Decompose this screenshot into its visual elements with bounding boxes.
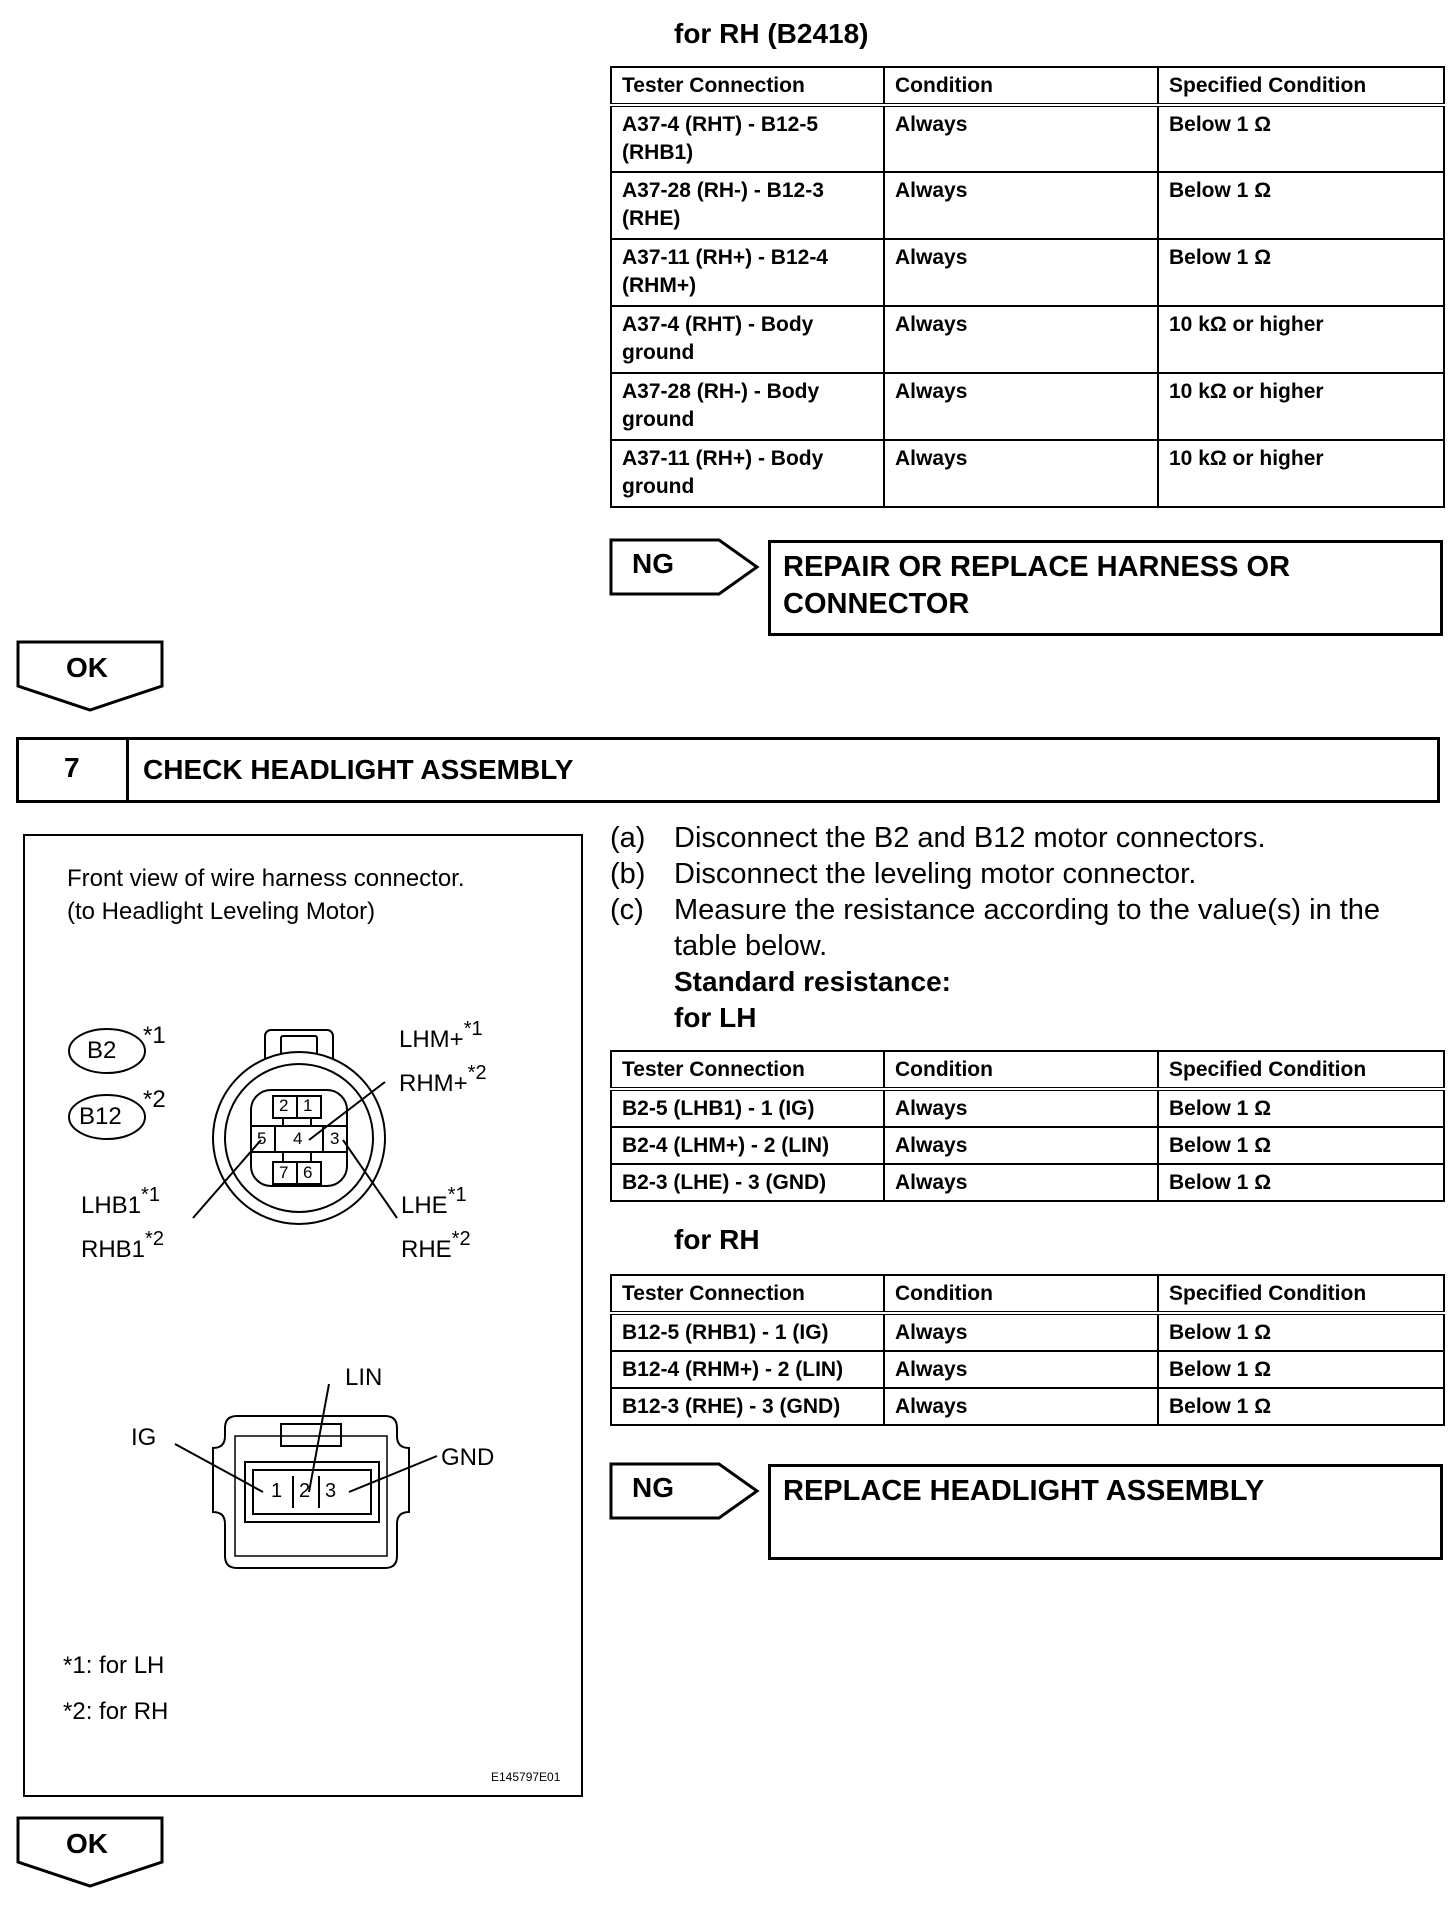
rhe-text: RHE <box>401 1236 452 1263</box>
table-cell: Always <box>884 1313 1158 1351</box>
for-rh-label: for RH <box>674 1224 760 1255</box>
lhm-text: LHM+ <box>399 1026 464 1053</box>
section-heading-rh-b2418: for RH (B2418) <box>674 18 869 49</box>
table-cell: Below 1 Ω <box>1158 105 1444 172</box>
table-row <box>611 1388 1444 1425</box>
table-header-cell: Specified Condition <box>1158 1051 1444 1089</box>
table-row <box>611 105 1444 172</box>
lhm-label <box>399 1018 483 1054</box>
table-cell: Always <box>884 1164 1158 1201</box>
lhb1-text: LHB1 <box>81 1192 142 1219</box>
table-cell: Always <box>884 1388 1158 1425</box>
rh-table <box>610 1274 1445 1426</box>
table-cell: Always <box>884 172 1158 239</box>
table-header-row <box>611 67 1444 105</box>
lhb1-label <box>81 1184 160 1220</box>
rh-b2418-table <box>610 66 1445 508</box>
instruction-c-marker: (c) <box>610 894 644 926</box>
ng-action-box <box>768 540 1443 636</box>
rhe-label <box>401 1228 471 1264</box>
lin-label: LIN <box>345 1364 383 1391</box>
rhe-sup: *2 <box>451 1228 471 1250</box>
connector-tag-b12: B12 <box>79 1103 122 1130</box>
table-cell: B12-5 (RHB1) - 1 (IG) <box>611 1313 884 1351</box>
table-header-cell: Tester Connection <box>611 1275 884 1313</box>
table-header-cell: Condition <box>884 67 1158 105</box>
step-title: CHECK HEADLIGHT ASSEMBLY <box>143 754 574 785</box>
instruction-b-marker: (b) <box>610 858 646 890</box>
instruction-c-line1: Measure the resistance according to the value(s) in the <box>674 894 1381 926</box>
table-row <box>611 239 1444 306</box>
instruction-a-marker: (a) <box>610 822 646 854</box>
table-cell: Below 1 Ω <box>1158 1089 1444 1127</box>
table-header-cell: Tester Connection <box>611 1051 884 1089</box>
lower-connector-shape <box>213 1416 409 1568</box>
table-cell: Always <box>884 306 1158 373</box>
rhb1-label <box>81 1228 164 1264</box>
lh-table <box>610 1050 1445 1202</box>
table-row <box>611 172 1444 239</box>
instruction-c-line2: table below. <box>674 930 828 962</box>
table-cell: A37-4 (RHT) - B12-5 (RHB1) <box>611 105 884 172</box>
table-cell: 10 kΩ or higher <box>1158 373 1444 440</box>
ok-label: OK <box>66 652 108 683</box>
table-cell: A37-11 (RH+) - B12-4 (RHM+) <box>611 239 884 306</box>
table-header-row <box>611 1051 1444 1089</box>
table-row <box>611 1313 1444 1351</box>
pin-number: 3 <box>330 1129 340 1148</box>
pin-number: 4 <box>293 1129 303 1148</box>
table-header-cell: Specified Condition <box>1158 67 1444 105</box>
table-cell: B2-4 (LHM+) - 2 (LIN) <box>611 1127 884 1164</box>
table-cell: Below 1 Ω <box>1158 1313 1444 1351</box>
table-row <box>611 1351 1444 1388</box>
note-rh: *2: for RH <box>63 1698 169 1725</box>
table-cell: Always <box>884 440 1158 507</box>
table-cell: Always <box>884 239 1158 306</box>
pin-number: 2 <box>299 1480 311 1502</box>
pin-number: 5 <box>257 1129 267 1148</box>
table-cell: Below 1 Ω <box>1158 239 1444 306</box>
table-cell: Always <box>884 105 1158 172</box>
pin-number: 1 <box>303 1096 313 1115</box>
rhm-sup: *2 <box>467 1062 487 1084</box>
figure-caption-line1: Front view of wire harness connector. <box>67 865 465 892</box>
ok-label: OK <box>66 1828 108 1859</box>
table-header-row <box>611 1275 1444 1313</box>
table-cell: Below 1 Ω <box>1158 1388 1444 1425</box>
pin-number: 7 <box>279 1163 289 1182</box>
ng-action-text: REPLACE HEADLIGHT ASSEMBLY <box>783 1475 1265 1507</box>
pin-number: 2 <box>279 1096 289 1115</box>
b2-superscript: *1 <box>143 1022 166 1049</box>
ng-label: NG <box>632 548 674 579</box>
table-row <box>611 440 1444 507</box>
pin-number: 1 <box>271 1480 283 1502</box>
rhm-text: RHM+ <box>399 1070 468 1097</box>
table-row <box>611 1164 1444 1201</box>
rhb1-sup: *2 <box>145 1228 164 1250</box>
standard-resistance-label: Standard resistance: <box>674 966 951 997</box>
figure-caption-line2: (to Headlight Leveling Motor) <box>67 898 376 925</box>
lhe-text: LHE <box>401 1192 448 1219</box>
for-lh-label: for LH <box>674 1002 757 1033</box>
table-cell: Below 1 Ω <box>1158 1127 1444 1164</box>
table-cell: B2-5 (LHB1) - 1 (IG) <box>611 1089 884 1127</box>
step-number: 7 <box>64 752 80 783</box>
table-header-cell: Condition <box>884 1275 1158 1313</box>
lhm-sup: *1 <box>463 1018 483 1040</box>
table-cell: Always <box>884 1351 1158 1388</box>
lhe-label <box>401 1184 467 1220</box>
pin-number: 6 <box>303 1163 313 1182</box>
table-header-cell: Tester Connection <box>611 67 884 105</box>
table-cell: A37-11 (RH+) - Body ground <box>611 440 884 507</box>
table-cell: Below 1 Ω <box>1158 1164 1444 1201</box>
table-row <box>611 1127 1444 1164</box>
table-cell: Always <box>884 1127 1158 1164</box>
table-header-cell: Specified Condition <box>1158 1275 1444 1313</box>
table-cell: B12-4 (RHM+) - 2 (LIN) <box>611 1351 884 1388</box>
gnd-label: GND <box>441 1444 495 1471</box>
b12-superscript: *2 <box>143 1086 166 1113</box>
ng-label: NG <box>632 1472 674 1503</box>
table-header-cell: Condition <box>884 1051 1158 1089</box>
table-cell: A37-28 (RH-) - B12-3 (RHE) <box>611 172 884 239</box>
connector-figure <box>23 834 583 1797</box>
table-cell: Always <box>884 1089 1158 1127</box>
table-row <box>611 306 1444 373</box>
table-cell: B2-3 (LHE) - 3 (GND) <box>611 1164 884 1201</box>
instruction-b: Disconnect the leveling motor connector. <box>674 858 1197 890</box>
table-row <box>611 373 1444 440</box>
figure-code: E145797E01 <box>491 1770 561 1784</box>
step-header <box>16 737 1440 803</box>
lhb1-sup: *1 <box>141 1184 160 1206</box>
instruction-a: Disconnect the B2 and B12 motor connectors. <box>674 822 1266 854</box>
rhm-label <box>399 1062 487 1098</box>
table-row <box>611 1089 1444 1127</box>
connector-tag-b2: B2 <box>87 1037 117 1064</box>
lhe-sup: *1 <box>447 1184 467 1206</box>
upper-connector-shape <box>213 1030 385 1224</box>
instruction-c <box>674 892 1380 964</box>
ig-label: IG <box>131 1424 157 1451</box>
table-cell: B12-3 (RHE) - 3 (GND) <box>611 1388 884 1425</box>
table-cell: Always <box>884 373 1158 440</box>
table-cell: Below 1 Ω <box>1158 172 1444 239</box>
rhb1-text: RHB1 <box>81 1236 146 1263</box>
pin-number: 3 <box>325 1480 337 1502</box>
table-cell: A37-4 (RHT) - Body ground <box>611 306 884 373</box>
table-cell: Below 1 Ω <box>1158 1351 1444 1388</box>
table-cell: A37-28 (RH-) - Body ground <box>611 373 884 440</box>
note-lh: *1: for LH <box>63 1652 165 1679</box>
ng-action-text: REPAIR OR REPLACE HARNESS OR CONNECTOR <box>783 551 1291 620</box>
table-cell: 10 kΩ or higher <box>1158 306 1444 373</box>
ng-action-box <box>768 1464 1443 1560</box>
table-cell: 10 kΩ or higher <box>1158 440 1444 507</box>
